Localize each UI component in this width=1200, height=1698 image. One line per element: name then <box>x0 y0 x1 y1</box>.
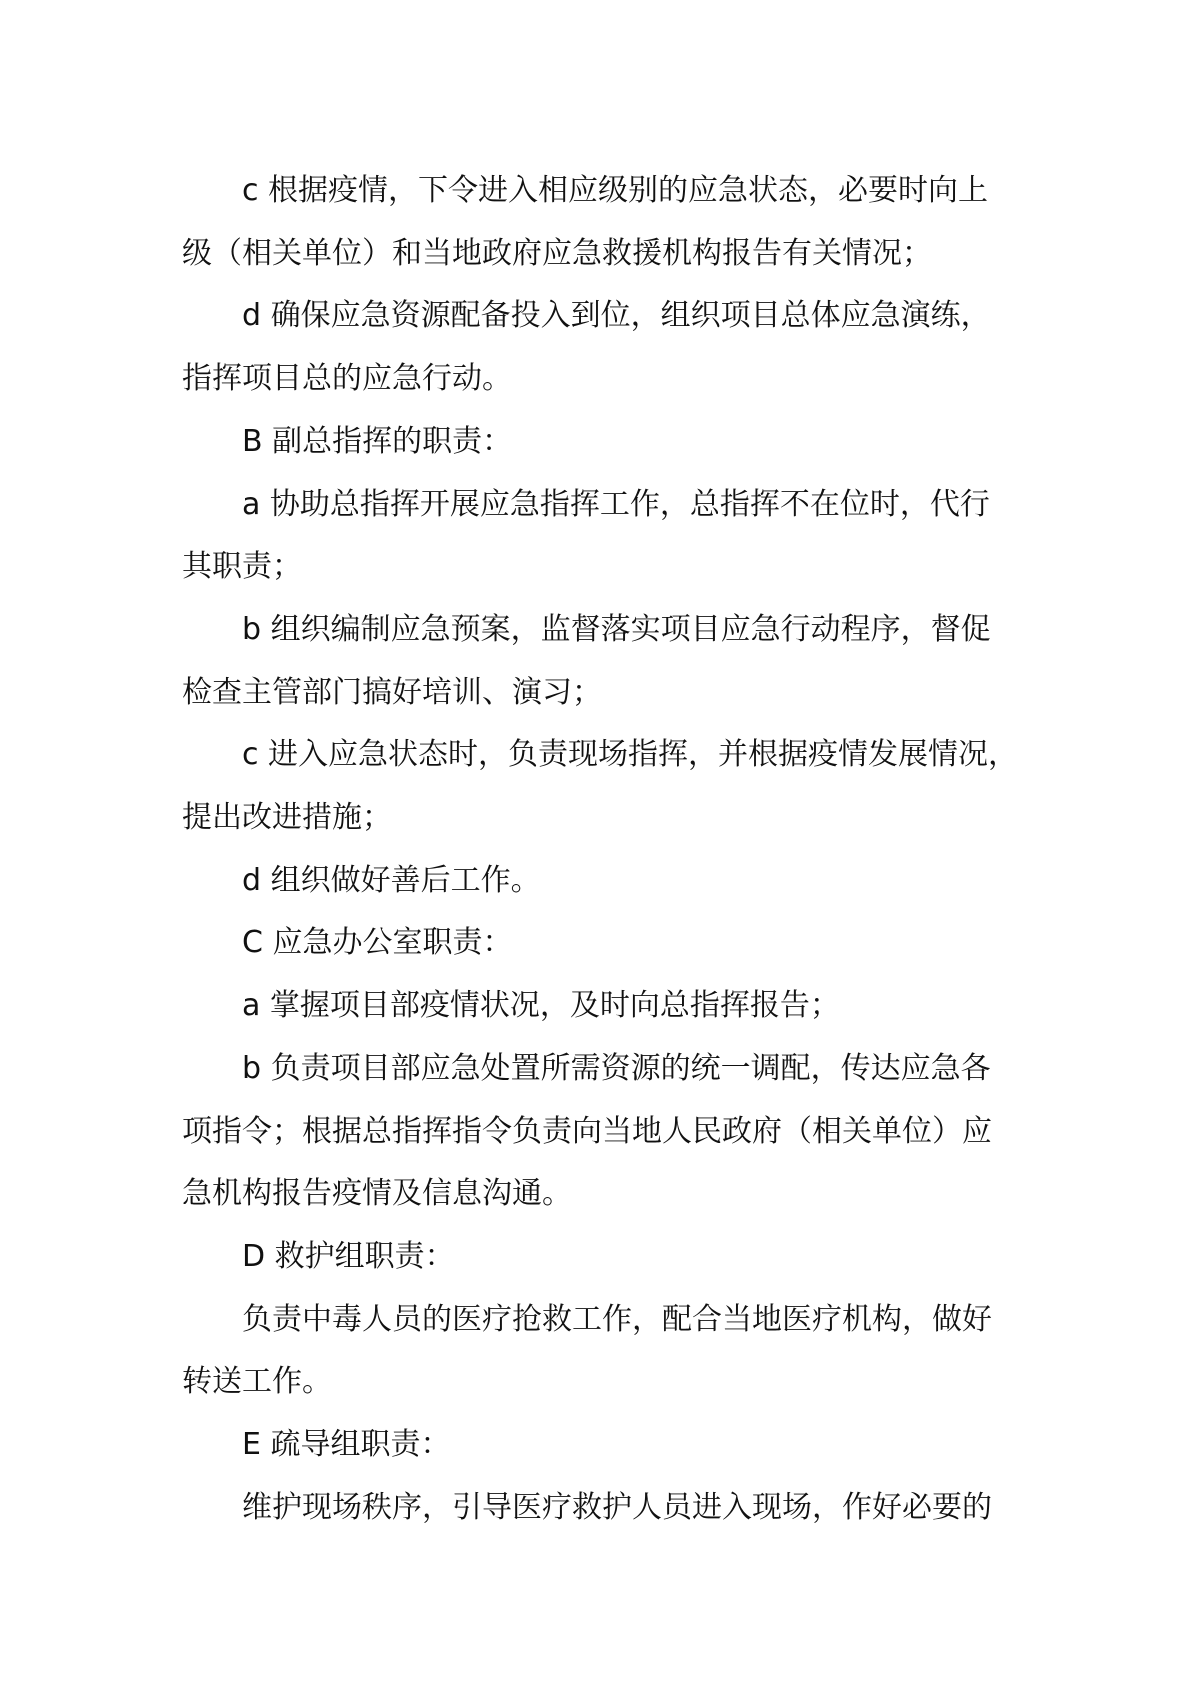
paragraph-c-command <box>182 160 1062 285</box>
heading-deputy-commander <box>182 411 1062 474</box>
document-body <box>182 160 1062 1539</box>
paragraph-line: a 掌握项目部疫情状况，及时向总指挥报告； <box>242 988 840 1024</box>
paragraph-c-onsite <box>182 724 1062 849</box>
paragraph-line: c 根据疫情，下令进入相应级别的应急状态，必要时向上 <box>242 173 989 208</box>
heading-guidance-team <box>182 1414 1062 1477</box>
paragraph-d-resources <box>182 285 1062 410</box>
paragraph-d-aftermath <box>182 850 1062 913</box>
paragraph-a-status <box>182 975 1062 1038</box>
paragraph-rescue-duty <box>182 1289 1062 1414</box>
paragraph-line: C 应急办公室职责： <box>242 925 513 961</box>
paragraph-line: 负责中毒人员的医疗抢救工作，配合当地医疗机构，做好 <box>242 1301 992 1337</box>
paragraph-line: D 救护组职责： <box>242 1238 455 1274</box>
paragraph-line: b 组织编制应急预案，监督落实项目应急行动程序，督促 <box>242 611 991 647</box>
paragraph-line: c 进入应急状态时，负责现场指挥，并根据疫情发展情况， <box>242 737 1019 773</box>
paragraph-line: 提出改进措施； <box>182 800 392 836</box>
paragraph-line: B 副总指挥的职责： <box>242 423 513 459</box>
paragraph-line: d 组织做好善后工作。 <box>242 862 541 898</box>
paragraph-b-allocation <box>182 1038 1062 1226</box>
paragraph-b-plan <box>182 599 1062 724</box>
paragraph-line: E 疏导组职责： <box>242 1427 451 1463</box>
paragraph-line: 级（相关单位）和当地政府应急救援机构报告有关情况； <box>182 235 932 271</box>
paragraph-line: 检查主管部门搞好培训、演习； <box>182 674 602 710</box>
paragraph-guidance-duty <box>182 1477 1062 1540</box>
heading-emergency-office <box>182 912 1062 975</box>
paragraph-line: 急机构报告疫情及信息沟通。 <box>182 1176 572 1212</box>
paragraph-line: 指挥项目总的应急行动。 <box>182 361 512 397</box>
paragraph-line: d 确保应急资源配备投入到位，组织项目总体应急演练， <box>242 298 991 334</box>
paragraph-line: b 负责项目部应急处置所需资源的统一调配，传达应急各 <box>242 1050 991 1086</box>
paragraph-line: 项指令；根据总指挥指令负责向当地人民政府（相关单位）应 <box>182 1113 992 1149</box>
heading-rescue-team <box>182 1226 1062 1289</box>
paragraph-line: 维护现场秩序，引导医疗救护人员进入现场，作好必要的 <box>242 1489 992 1525</box>
paragraph-line: a 协助总指挥开展应急指挥工作，总指挥不在位时，代行 <box>242 486 990 522</box>
paragraph-line: 转送工作。 <box>182 1364 332 1400</box>
paragraph-line: 其职责； <box>182 549 302 585</box>
paragraph-a-assist <box>182 474 1062 599</box>
